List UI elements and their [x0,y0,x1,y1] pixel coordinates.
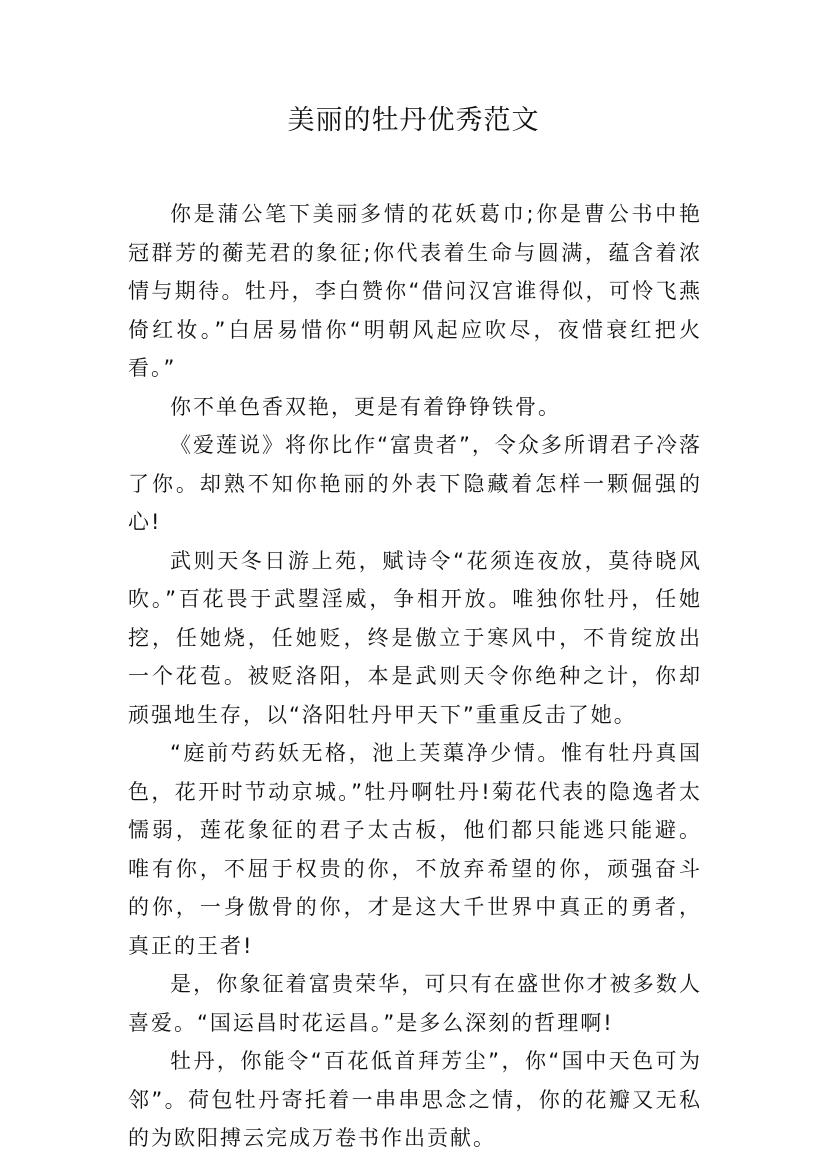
paragraph: 你不单色香双艳，更是有着铮铮铁骨。 [170,394,561,419]
paragraph: 是，你象征着富贵荣华，可只有在盛世你才被多数人喜爱。“国运昌时花运昌。”是多么深刻的哲理啊! [128,972,702,1035]
paragraph: 牡丹，你能令“百花低首拜芳尘”，你“国中天色可为邻”。荷包牡丹寄托着一串串思念之情，你的花瓣又无私的为欧阳搏云完成万卷书作出贡献。 [128,1049,702,1150]
paragraph: 武则天冬日游上苑，赋诗令“花须连夜放，莫待晓风吹。”百花畏于武曌淫威，争相开放。唯独你牡丹，任她挖，任她烧，任她贬，终是傲立于寒风中，不肯绽放出一个花苞。被贬洛阳，本是武则天令你绝种之计，你却顽强地生存，以“洛阳牡丹甲天下”重重反击了她。 [128,548,702,727]
paragraph: 《爱莲说》将你比作“富贵者”，令众多所谓君子冷落了你。却熟不知你艳丽的外表下隐藏着怎样一颗倔强的心! [128,433,702,534]
document-body [128,195,702,1158]
paragraph: “庭前芍药妖无格，池上芙蕖净少情。惟有牡丹真国色，花开时节动京城。”牡丹啊牡丹!菊花代表的隐逸者太懦弱，莲花象征的君子太古板，他们都只能逃只能避。唯有你，不屈于权贵的你，不放弃希望的你，顽强奋斗的你，一身傲骨的你，才是这大千世界中真正的勇者，真正的王者! [128,741,702,958]
document-title: 美丽的牡丹优秀范文 [287,105,540,136]
paragraph: 你是蒲公笔下美丽多情的花妖葛巾;你是曹公书中艳冠群芳的蘅芜君的象征;你代表着生命与圆满，蕴含着浓情与期待。牡丹，李白赞你“借问汉宫谁得似，可怜飞燕倚红妆。”白居易惜你“明朝风起应吹尽，夜惜衰红把火看。” [128,202,702,380]
